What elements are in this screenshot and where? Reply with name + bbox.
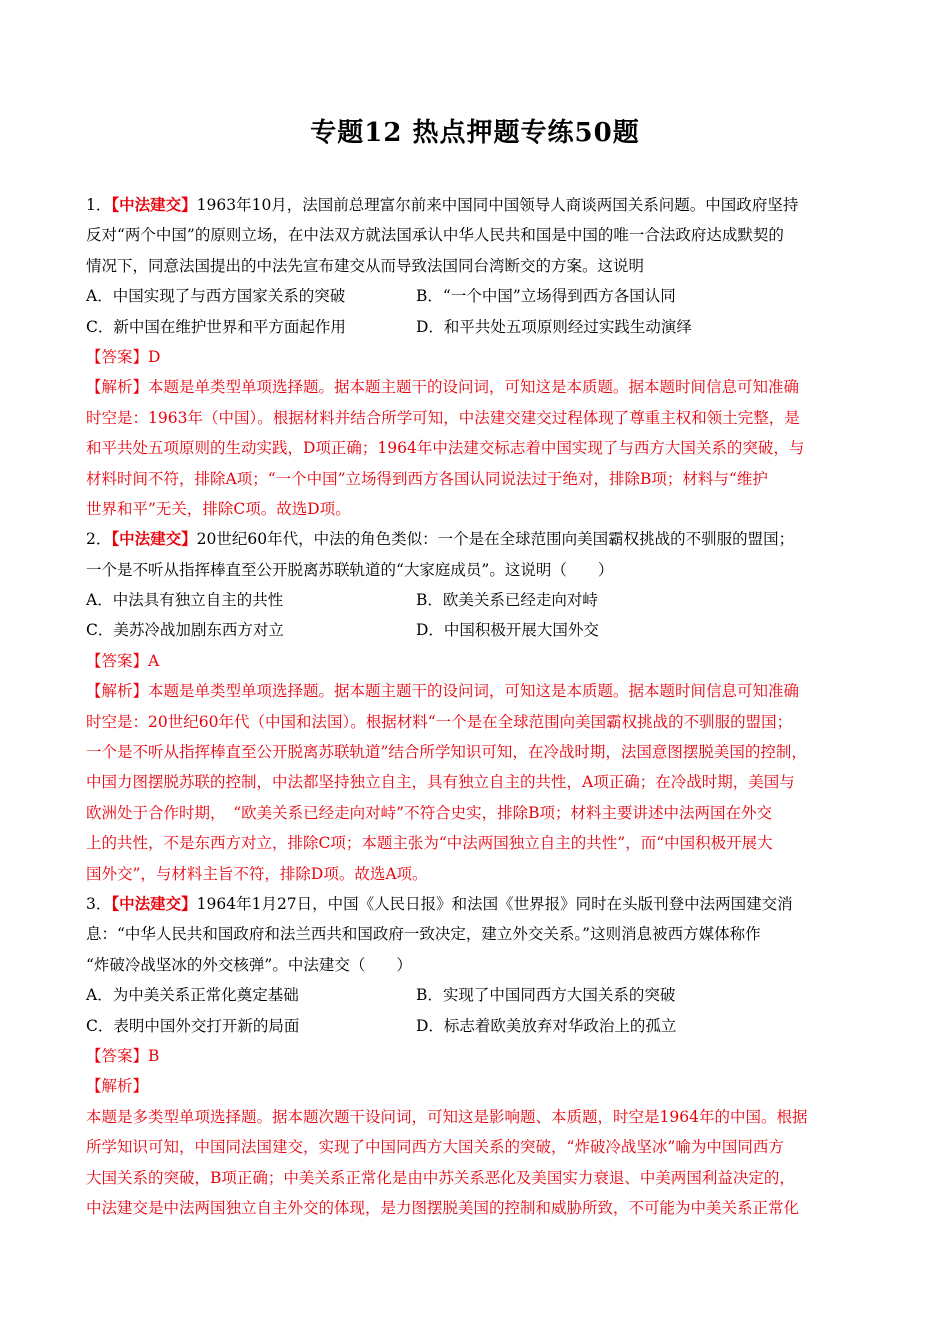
answer-value: D	[148, 347, 161, 366]
option-a: A．中国实现了与西方国家关系的突破	[86, 287, 346, 306]
analysis-line: 所学知识可知，中国同法国建交，实现了中国同西方大国关系的突破，“炸破冷战坚冰”喻为中国同西方	[86, 1138, 784, 1157]
option-b: B．实现了中国同西方大国关系的突破	[416, 986, 676, 1005]
options-row	[86, 585, 868, 615]
analysis-label: 【解析】	[86, 378, 149, 397]
question-number: 1．	[86, 196, 112, 214]
question-stem-line: 3．【中法建交】1964年1月27日，中国《人民日报》和法国《世界报》同时在头版刊登中法两国建交消	[86, 893, 793, 913]
analysis-line: 时空是：20世纪60年代（中国和法国）。根据材料“一个是在全球范围向美国霸权挑战的不驯服的盟国；	[86, 712, 793, 731]
question-stem-line: 2．【中法建交】20世纪60年代，中法的角色类似：一个是在全球范围向美国霸权挑战的不驯服的盟国；	[86, 529, 795, 549]
analysis-line: 大国关系的突破，B项正确；中美关系正常化是由中苏关系恶化及美国实力衰退、中美两国利益决定的，	[86, 1168, 795, 1187]
options-row	[86, 615, 868, 645]
option-c: C．表明中国外交打开新的局面	[86, 1016, 300, 1035]
analysis-line: 中法建交是中法两国独立自主外交的体现，是力图摆脱美国的控制和威胁所致，不可能为中美关系正常化	[86, 1198, 800, 1217]
analysis-line: 上的共性，不是东西方对立，排除C项；本题主张为“中法两国独立自主的共性”，而“中国积极开展大	[86, 834, 773, 853]
options-row	[86, 1011, 868, 1041]
question-tag: 【中法建交】	[111, 893, 197, 913]
option-d: D．中国积极开展大国外交	[416, 621, 599, 640]
analysis-line: 和平共处五项原则的生动实践，D项正确；1964年中法建交标志着中国实现了与西方大国关系的突破，与	[86, 439, 805, 458]
analysis-line: 时空是：1963年（中国）。根据材料并结合所学可知，中法建交建交过程体现了尊重主权和领土完整，是	[86, 408, 800, 427]
option-a: A．中法具有独立自主的共性	[86, 591, 284, 610]
answer-label: 【答案】	[86, 651, 149, 670]
question-2	[86, 524, 868, 889]
option-d: D．标志着欧美放弃对华政治上的孤立	[416, 1016, 677, 1035]
answer-line	[86, 1041, 868, 1071]
answer-line	[86, 342, 868, 372]
answer-label: 【答案】	[86, 347, 149, 366]
answer-label: 【答案】	[86, 1046, 149, 1065]
option-b: B．“一个中国”立场得到西方各国认同	[416, 287, 676, 306]
question-number: 2．	[86, 530, 112, 549]
analysis-line: 一个是不听从指挥棒直至公开脱离苏联轨道”结合所学知识可知，在冷战时期，法国意图摆脱美国的控制，	[86, 743, 807, 762]
answer-value: A	[148, 651, 160, 670]
question-stem-line: 息：“中华人民共和国政府和法兰西共和国政府一致决定，建立外交关系。”这则消息被西方媒体称作	[86, 925, 761, 944]
analysis-line: 国外交”，与材料主旨不符，排除D项。故选A项。	[86, 864, 428, 883]
question-stem-line: 情况下，同意法国提出的中法先宣布建交从而导致法国同台湾断交的方案。这说明	[86, 256, 645, 275]
document-title: 专题12 热点押题专练50题	[310, 118, 640, 148]
analysis-label: 【解析】	[86, 682, 149, 701]
question-1	[86, 190, 868, 524]
analysis-line: 世界和平”无关，排除C项。故选D项。	[86, 499, 351, 518]
options-row	[86, 312, 868, 342]
option-b: B．欧美关系已经走向对峙	[416, 591, 598, 610]
question-3	[86, 889, 868, 1223]
question-stem-line: 1．【中法建交】1963年10月，法国前总理富尔前来中国同中国领导人商谈两国关系问题。中国政府坚持	[86, 195, 799, 214]
question-tag: 【中法建交】	[111, 195, 197, 214]
option-d: D．和平共处五项原则经过实践生动演绎	[416, 317, 692, 336]
option-a: A．为中美关系正常化奠定基础	[86, 986, 299, 1005]
question-tag: 【中法建交】	[111, 529, 197, 549]
option-c: C．美苏冷战加剧东西方对立	[86, 621, 284, 640]
option-c: C．新中国在维护世界和平方面起作用	[86, 317, 346, 336]
analysis-line: 中国力图摆脱苏联的控制，中法都坚持独立自主，具有独立自主的共性，A项正确；在冷战时期，美国与	[86, 773, 795, 792]
answer-value: B	[148, 1046, 160, 1065]
analysis-label-line	[86, 1071, 868, 1101]
analysis-line: 【解析】本题是单类型单项选择题。据本题主题干的设问词，可知这是本质题。据本题时间信息可知准确	[86, 378, 800, 397]
analysis-line: 【解析】本题是单类型单项选择题。据本题主题干的设问词，可知这是本质题。据本题时间信息可知准确	[86, 682, 800, 701]
question-number: 3．	[86, 894, 112, 913]
options-row	[86, 281, 868, 311]
analysis-label: 【解析】	[86, 1077, 149, 1096]
analysis-line: 本题是多类型单项选择题。据本题次题干设问词，可知这是影响题、本质题，时空是1964年的中国。根据	[86, 1107, 808, 1126]
answer-line	[86, 646, 868, 676]
question-stem-line: 一个是不听从指挥棒直至公开脱离苏联轨道的“大家庭成员”。这说明（ ）	[86, 560, 614, 579]
question-stem-line: 反对“两个中国”的原则立场，在中法双方就法国承认中华人民共和国是中国的唯一合法政府达成默契的	[86, 226, 784, 245]
options-row	[86, 980, 868, 1010]
analysis-line: 欧洲处于合作时期， “欧美关系已经走向对峙”不符合史实，排除B项；材料主要讲述中法两国在外交	[86, 803, 772, 822]
analysis-line: 材料时间不符，排除A项；“一个中国”立场得到西方各国认同说法过于绝对，排除B项；材料与“维护	[86, 469, 768, 488]
question-stem-line: “炸破冷战坚冰的外交核弹”。中法建交（ ）	[86, 955, 412, 974]
question-list	[86, 190, 868, 1223]
